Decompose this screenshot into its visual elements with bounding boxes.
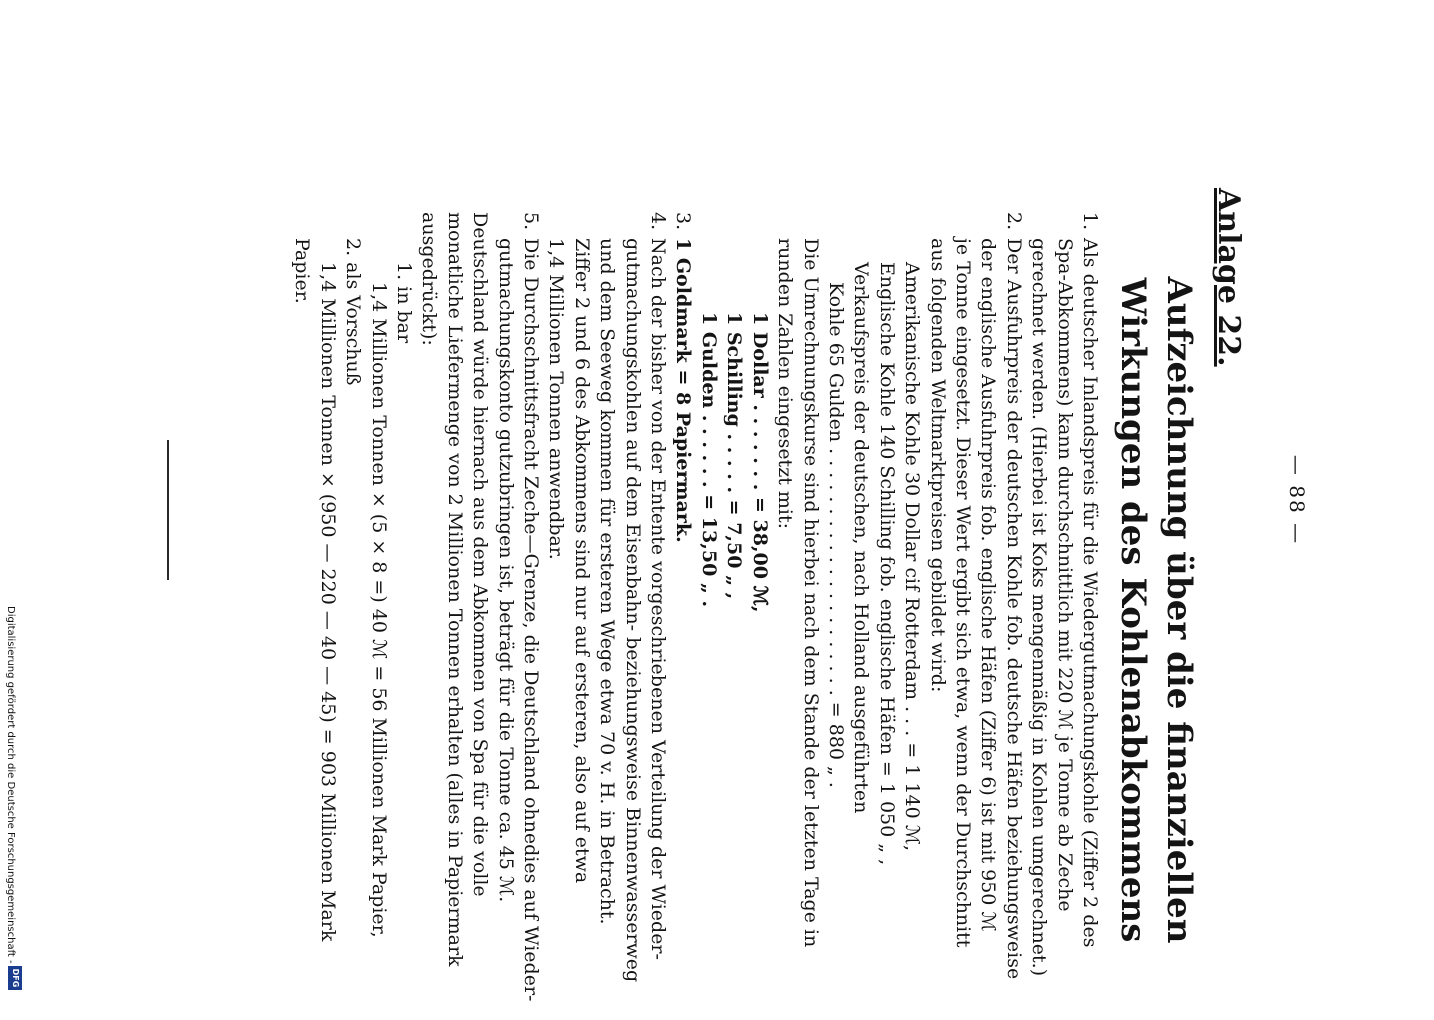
digitization-notice: Digitalisierung gefördert durch die Deutsche Forschungsgemeinschaft - <box>5 606 16 964</box>
calc-item-label: 2. als Vorschuß <box>342 238 365 386</box>
annex-heading: Anlage 22. <box>1211 188 1246 367</box>
text-line: Der Ausfuhrpreis der deutschen Kohle fob. deutsche Häfen beziehungsweise <box>1002 238 1025 980</box>
price-line: Verkaufspreis der deutschen, nach Holland ausgeführten <box>850 262 873 814</box>
paragraph-number: 1. <box>1079 212 1101 231</box>
text-line: gutmachungskohlen auf dem Eisenbahn- beziehungsweise Binnenwasserweg <box>621 238 644 983</box>
paragraph-5 <box>416 212 543 1012</box>
text-line: und dem Seeweg kommen für ersteren Wege etwa 70 v. H. in Betracht. <box>596 238 619 925</box>
paragraph-number: 4. <box>647 212 670 231</box>
text-line: gutmachungskonto gutzubringen ist, beträgt für die Tonne ca. 45 ℳ. <box>494 238 517 903</box>
exchange-rate-gulden: 1 Gulden . . . . . . = 13,50 „ . <box>697 312 720 608</box>
text-line: je Tonne eingesetzt. Dieser Wert ergibt sich etwa, wenn der Durchschnitt <box>951 238 974 948</box>
paragraph-number: 3. <box>672 212 695 231</box>
price-line: Kohle 65 Gulden . . . . . . . . . . . . . . . . . . . . . = 880 „ . <box>824 282 847 788</box>
end-rule <box>167 440 169 580</box>
text-line: 1 Goldmark = 8 Papiermark. <box>672 238 695 543</box>
calculation-list <box>289 212 416 1012</box>
document-body <box>289 212 1102 1012</box>
text-line: gerechnet werden. (Hierbei ist Koks mengenmäßig in Kohlen umgerechnet.) <box>1028 238 1051 977</box>
calc-line: Papier. <box>291 238 314 304</box>
page-number: — 88 — <box>1285 454 1309 546</box>
paragraph-1 <box>1026 212 1102 1012</box>
text-line: runden Zahlen eingesetzt mit: <box>774 238 797 530</box>
dfg-logo-icon: DFG <box>8 966 22 990</box>
text-line: Deutschland würde hiernach aus dem Abkommen von Spa für die volle <box>469 212 492 897</box>
text-line: monatliche Liefermenge von 2 Millionen Tonnen erhalten (alles in Papiermark <box>443 212 466 967</box>
text-line: aus folgenden Weltmarktpreisen gebildet wird: <box>926 238 949 693</box>
paragraph-3 <box>670 212 695 1012</box>
text-line: ausgedrückt): <box>418 212 441 346</box>
calc-item-label: 1. in bar <box>393 262 416 344</box>
calc-line: 1,4 Millionen Tonnen × (5 × 8 =) 40 ℳ = 56 Millionen Mark Papier, <box>367 282 390 938</box>
document-title: Aufzeichnung über die finanziellen Wirkungen des Kohlenabkommens <box>1113 276 1199 944</box>
price-line: Amerikanische Kohle 30 Dollar cif Rotterdam . . . = 1 140 ℳ, <box>901 262 924 852</box>
text-line: Ziffer 2 und 6 des Abkommens sind nur auf ersteren, also auf etwa <box>570 238 593 884</box>
paragraph-number: 5. <box>520 212 543 231</box>
paragraph-4 <box>543 212 670 1012</box>
text-line: Die Durchschnittsfracht Zeche—Grenze, die Deutschland ohnedies auf Wieder- <box>520 238 543 1002</box>
text-line: 1,4 Millionen Tonnen anwendbar. <box>545 238 568 560</box>
exchange-rate-schilling: 1 Schilling . . . . . = 7,50 „ , <box>723 312 746 600</box>
text-line: der englische Ausfuhrpreis fob. englische Häfen (Ziffer 6) ist mit 950 ℳ <box>977 238 1000 932</box>
paragraph-2 <box>696 212 1026 1012</box>
text-line: Als deutscher Inlandspreis für die Wiedergutmachungskohle (Ziffer 2 des <box>1079 238 1101 948</box>
text-line: Nach der bisher von der Entente vorgeschriebenen Verteilung der Wieder- <box>647 238 670 960</box>
text-line: Die Umrechnungskurse sind hierbei nach dem Stande der letzten Tage in <box>799 238 822 948</box>
calc-line: 1,4 Millionen Tonnen × (950 — 220 — 40 — 45) = 903 Millionen Mark <box>316 262 339 942</box>
paragraph-number: 2. <box>1002 212 1025 231</box>
price-line: Englische Kohle 140 Schilling fob. englische Häfen = 1 050 „ , <box>875 262 898 866</box>
text-line: Spa-Abkommens) kann durchschnittlich mit 220 ℳ je Tonne ab Zeche <box>1053 238 1076 912</box>
exchange-rate-dollar: 1 Dollar . . . . . . . = 38,00 ℳ, <box>748 312 771 613</box>
